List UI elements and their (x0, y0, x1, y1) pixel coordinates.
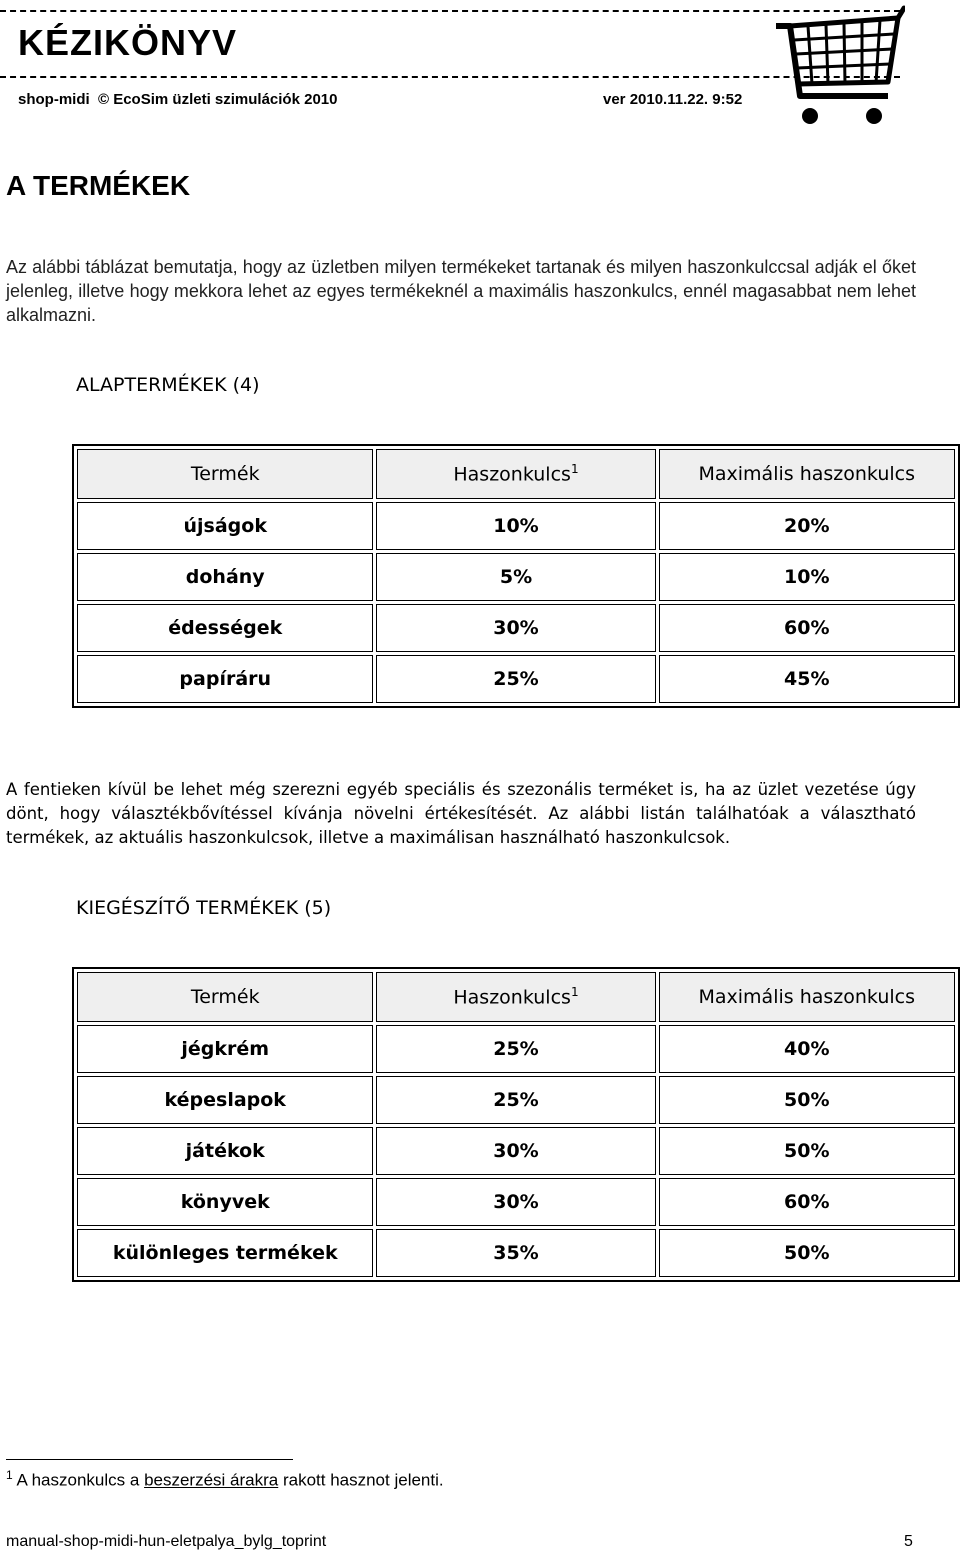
table-header-row (77, 972, 955, 1022)
product-name: képeslapok (77, 1076, 373, 1124)
table-row (77, 1076, 955, 1124)
max-markup-value: 45% (659, 655, 956, 703)
footnote-separator (6, 1459, 293, 1460)
table1-caption: ALAPTERMÉKEK (4) (76, 374, 260, 396)
footnote-link[interactable]: beszerzési árakra (144, 1470, 279, 1490)
header-dashed-rule-bottom (0, 76, 900, 78)
product-name: édességek (77, 604, 373, 652)
header-product: Termék (77, 972, 373, 1022)
footnote (6, 1468, 444, 1491)
product-name: jégkrém (77, 1025, 373, 1073)
table-row (77, 604, 955, 652)
header-meta (18, 91, 758, 108)
header-product: Termék (77, 449, 373, 499)
extra-products-table (72, 967, 960, 1282)
markup-value: 25% (376, 1076, 655, 1124)
header-max-markup: Maximális haszonkulcs (659, 449, 956, 499)
footnote-text-after: rakott hasznot jelenti. (278, 1470, 444, 1490)
table-row (77, 1229, 955, 1277)
markup-value: 30% (376, 604, 655, 652)
table-row (77, 655, 955, 703)
header-max-markup: Maximális haszonkulcs (659, 972, 956, 1022)
max-markup-value: 50% (659, 1076, 956, 1124)
markup-value: 25% (376, 655, 655, 703)
markup-value: 30% (376, 1127, 655, 1175)
product-name: különleges termékek (77, 1229, 373, 1277)
max-markup-value: 40% (659, 1025, 956, 1073)
footnote-text-before: A haszonkulcs a (12, 1470, 145, 1490)
markup-value: 25% (376, 1025, 655, 1073)
product-name: dohány (77, 553, 373, 601)
table-row (77, 1025, 955, 1073)
table-row (77, 1178, 955, 1226)
footnote-mark: 1 (6, 1468, 13, 1482)
max-markup-value: 60% (659, 1178, 956, 1226)
max-markup-value: 10% (659, 553, 956, 601)
intro-paragraph: Az alábbi táblázat bemutatja, hogy az üzletben milyen termékeket tartanak és milyen haszonkulccsal adják el őket jelenleg, illetve hogy mekkora lehet az egyes termékeknél a maximális haszonkulcs, ennél magasabbat nem lehet alkalmazni. (6, 257, 916, 325)
shopping-cart-icon (770, 4, 905, 129)
section-title: A TERMÉKEK (6, 170, 191, 201)
document-title: KÉZIKÖNYV (18, 22, 238, 63)
header-meta-left: shop-midi © EcoSim üzleti szimulációk 2010 (18, 91, 338, 108)
header-dashed-rule-top (0, 10, 900, 12)
max-markup-value: 60% (659, 604, 956, 652)
markup-value: 10% (376, 502, 655, 550)
header-version: ver 2010.11.22. 9:52 (603, 91, 743, 108)
product-name: papíráru (77, 655, 373, 703)
markup-value: 5% (376, 553, 655, 601)
product-name: könyvek (77, 1178, 373, 1226)
middle-paragraph: A fentieken kívül be lehet még szerezni egyéb speciális és szezonális terméket is, ha az üzlet vezetése úgy dönt, hogy választékbővítéssel kívánja növelni értékesítését. Az alábbi listán találhatóak a választható termékek, az aktuális haszonkulcsok, illetve a maximálisan használható haszonkulcsok. (6, 780, 916, 847)
footer-filename: manual-shop-midi-hun-eletpalya_bylg_toprint (6, 1533, 327, 1550)
table2-caption: KIEGÉSZÍTŐ TERMÉKEK (5) (76, 897, 332, 919)
header-markup: Haszonkulcs$^1$ (376, 972, 655, 1022)
product-name: játékok (77, 1127, 373, 1175)
header-markup: Haszonkulcs$^1$ (376, 449, 655, 499)
basic-products-table (72, 444, 960, 708)
page-number: 5 (904, 1533, 913, 1550)
product-name: újságok (77, 502, 373, 550)
markup-value: 35% (376, 1229, 655, 1277)
max-markup-value: 20% (659, 502, 956, 550)
table-row (77, 553, 955, 601)
table-header-row (77, 449, 955, 499)
max-markup-value: 50% (659, 1127, 956, 1175)
table-row (77, 502, 955, 550)
markup-value: 30% (376, 1178, 655, 1226)
max-markup-value: 50% (659, 1229, 956, 1277)
table-row (77, 1127, 955, 1175)
